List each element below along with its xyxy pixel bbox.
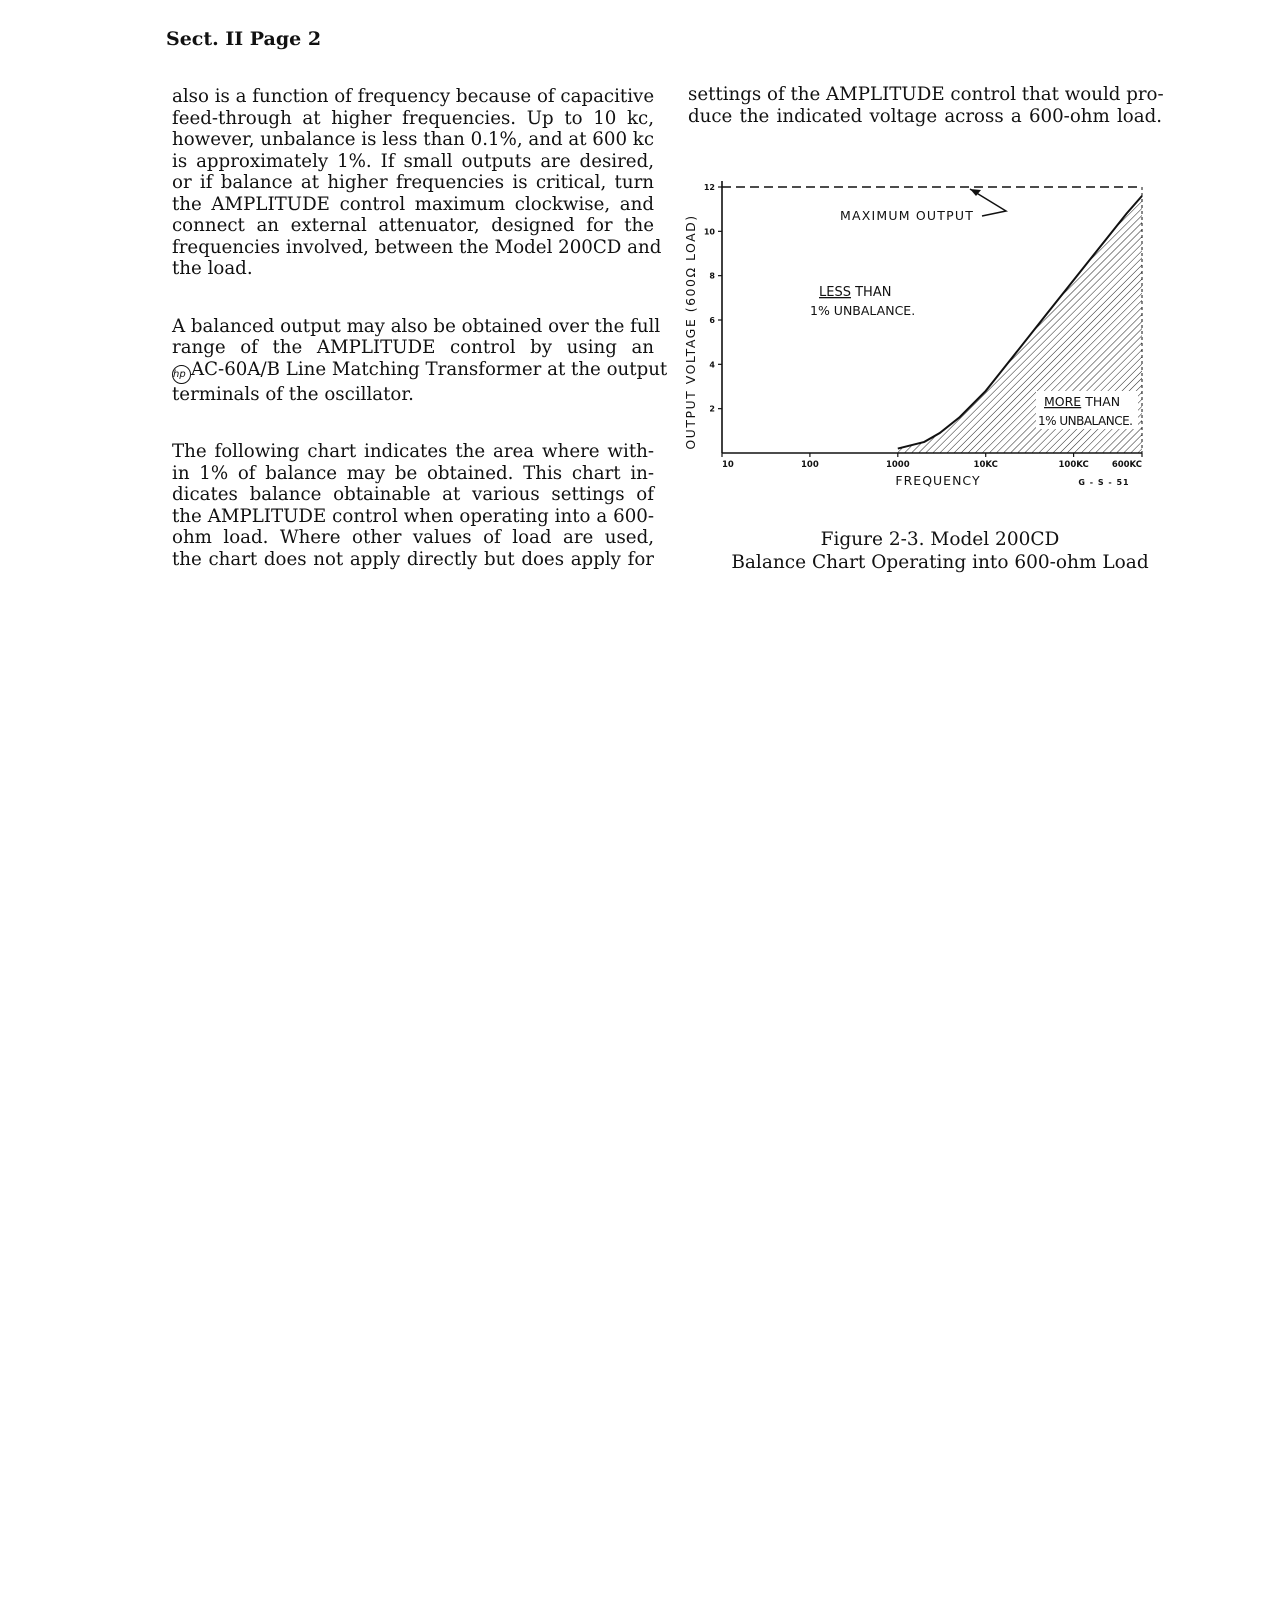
text-line: in 1% of balance may be obtained. This chart in- bbox=[172, 462, 654, 484]
text-line: also is a function of frequency because of capacitive bbox=[172, 86, 655, 107]
y-tick-label: 12 bbox=[703, 183, 715, 192]
more-than-label: MORE THAN bbox=[1044, 394, 1121, 409]
text-line: the load. bbox=[172, 258, 253, 279]
text-line: The following chart indicates the area where with- bbox=[172, 441, 654, 462]
left-column bbox=[172, 86, 668, 570]
x-tick-label: 10KC bbox=[973, 460, 998, 470]
text-line-with-logo: hp AC-60A/B Line Matching Transformer at the output bbox=[172, 359, 654, 384]
paragraph-3 bbox=[172, 441, 654, 570]
text-line: the AMPLITUDE control when operating into a 600- bbox=[172, 505, 654, 527]
y-tick-label: 4 bbox=[709, 360, 715, 370]
text-line: terminals of the oscillator. bbox=[172, 383, 414, 405]
maximum-output-label: MAXIMUM OUTPUT bbox=[840, 208, 975, 223]
balance-chart-svg bbox=[680, 175, 1164, 495]
text-line: the chart does not apply directly but does apply for bbox=[172, 548, 654, 570]
right-column bbox=[688, 84, 1162, 127]
less-than-unbalance-label: 1% UNBALANCE. bbox=[810, 303, 916, 318]
text-line: is approximately 1%. If small outputs are desired, bbox=[172, 150, 654, 172]
figure-code: G - S - 51 bbox=[1078, 478, 1130, 487]
y-tick-label: 6 bbox=[709, 316, 715, 325]
y-axis-label: OUTPUT VOLTAGE (600Ω LOAD) bbox=[683, 214, 698, 450]
text-line: or if balance at higher frequencies is critical, turn bbox=[172, 172, 654, 193]
text-line: duce the indicated voltage across a 600-ohm load. bbox=[688, 105, 1162, 127]
text-line: range of the AMPLITUDE control by using an bbox=[172, 337, 654, 358]
text-line: feed-through at higher frequencies. Up to 10 kc, bbox=[172, 107, 654, 129]
text-line: ohm load. Where other values of load are used, bbox=[172, 527, 654, 548]
figure-caption bbox=[700, 528, 1180, 574]
x-tick-label: 1000 bbox=[885, 460, 910, 470]
hp-logo-icon: hp bbox=[172, 365, 191, 384]
caption-line-2: Balance Chart Operating into 600-ohm Load bbox=[731, 552, 1149, 573]
text-line: frequencies involved, between the Model 200CD and bbox=[172, 236, 662, 258]
paragraph-1 bbox=[172, 86, 662, 280]
x-tick-label: 10 bbox=[722, 460, 734, 470]
y-tick-label: 10 bbox=[703, 227, 715, 237]
text-line: connect an external attenuator, designed for the bbox=[172, 215, 654, 236]
text-line: settings of the AMPLITUDE control that would pro- bbox=[688, 84, 1164, 105]
text-line: dicates balance obtainable at various settings of bbox=[172, 484, 654, 505]
y-tick-label: 8 bbox=[709, 271, 715, 281]
y-tick-label: 2 bbox=[709, 404, 715, 414]
x-tick-label: 600KC bbox=[1111, 460, 1142, 470]
more-than-unbalance-label: 1% UNBALANCE. bbox=[1038, 414, 1133, 428]
text-line: however, unbalance is less than 0.1%, and at 600 kc bbox=[172, 129, 655, 150]
balance-chart bbox=[680, 175, 1164, 495]
x-tick-label: 100 bbox=[801, 460, 819, 470]
x-axis-label: FREQUENCY bbox=[895, 473, 981, 488]
paragraph-2 bbox=[172, 315, 668, 406]
less-than-label: LESS THAN bbox=[819, 285, 892, 300]
text-line: the AMPLITUDE control maximum clockwise, and bbox=[172, 193, 654, 215]
x-tick-label: 100KC bbox=[1058, 460, 1089, 470]
caption-line-1: Figure 2-3. Model 200CD bbox=[820, 529, 1060, 550]
page-header: Sect. II Page 2 bbox=[166, 28, 322, 50]
text-line: A balanced output may also be obtained over the full bbox=[172, 315, 661, 337]
